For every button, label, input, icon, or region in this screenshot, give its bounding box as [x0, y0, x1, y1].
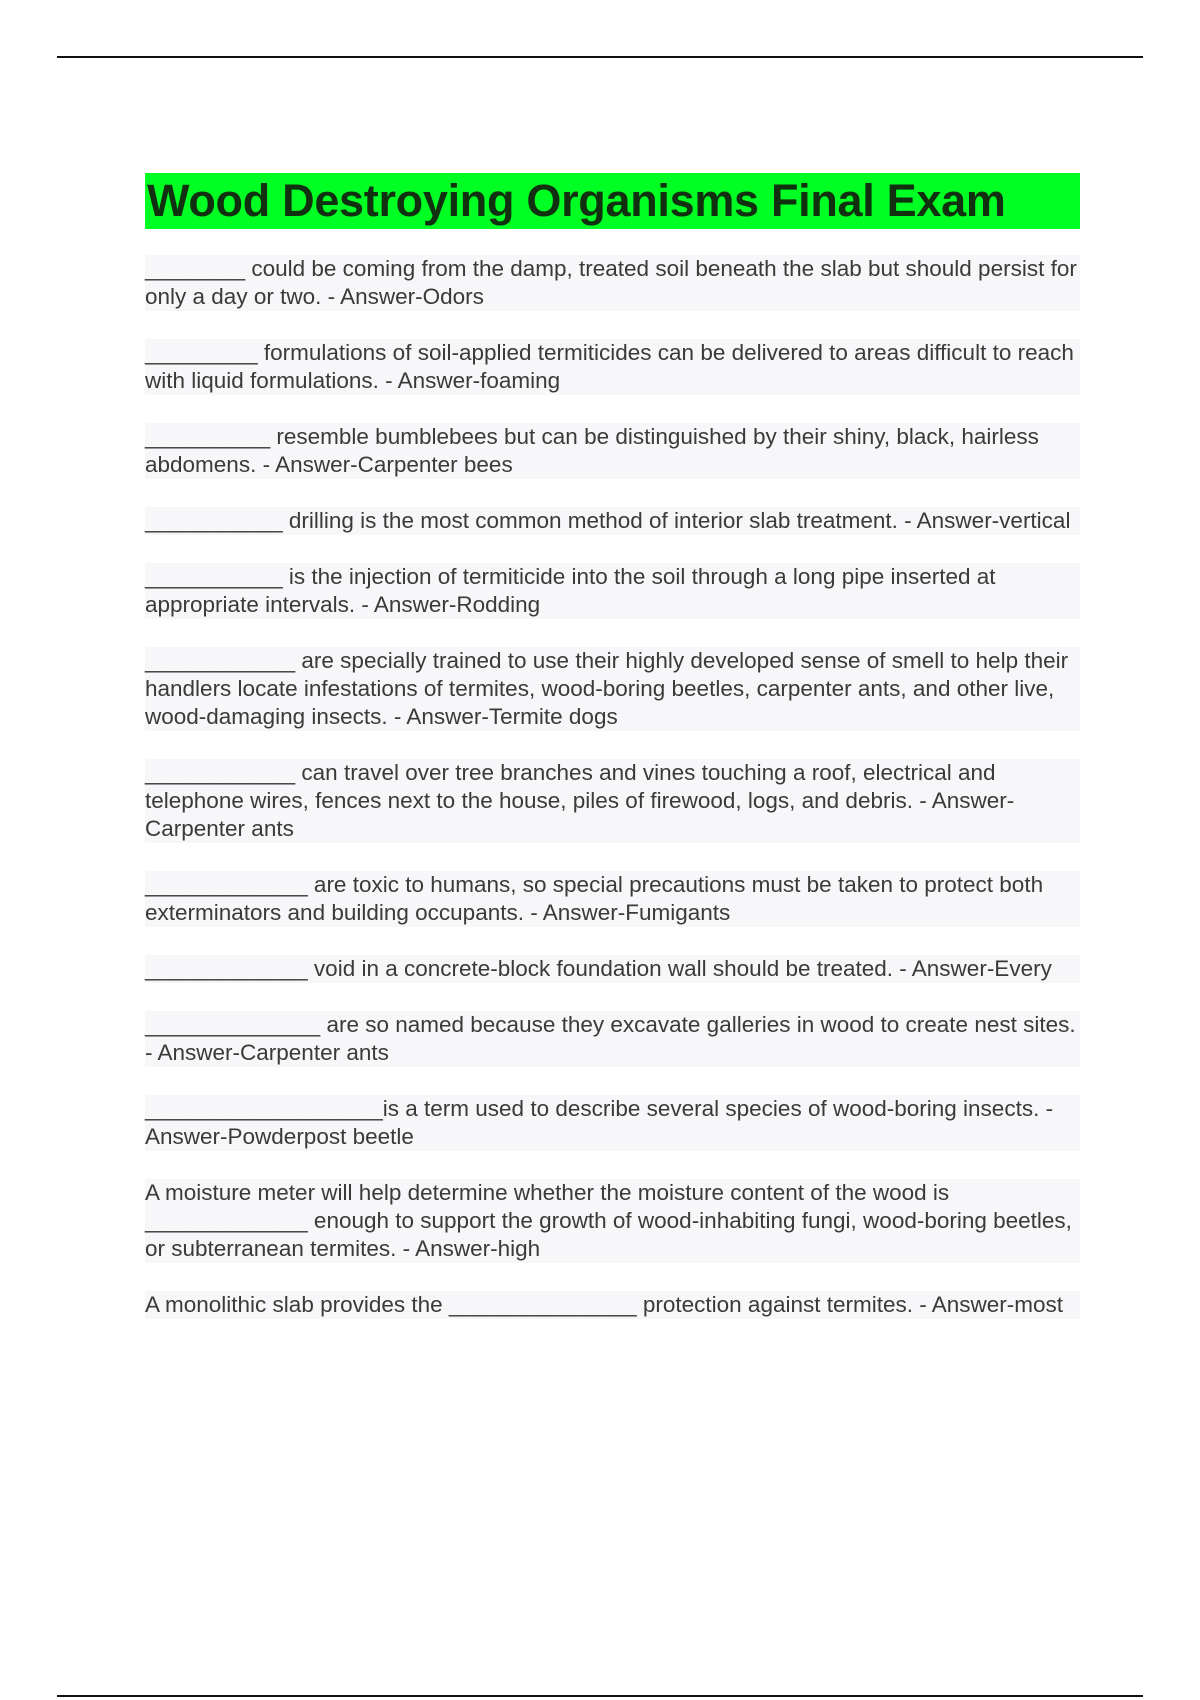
title-highlight [145, 173, 1080, 229]
question-item: _____________ are toxic to humans, so special precautions must be taken to protect both exterminators and building occupants. - Answer-Fumigants [145, 871, 1080, 927]
question-item: ___________ drilling is the most common method of interior slab treatment. - Answer-vertical [145, 507, 1080, 535]
question-item: A monolithic slab provides the _______________ protection against termites. - Answer-most [145, 1291, 1080, 1319]
bottom-rule [57, 1695, 1143, 1697]
question-item: A moisture meter will help determine whether the moisture content of the wood is _____________ enough to support the growth of wood-inhabiting fungi, wood-boring beetles, or subterranean termites. - Answer-high [145, 1179, 1080, 1263]
question-item: ___________________is a term used to describe several species of wood-boring insects. - Answer-Powderpost beetle [145, 1095, 1080, 1151]
question-item: ______________ are so named because they excavate galleries in wood to create nest sites. - Answer-Carpenter ants [145, 1011, 1080, 1067]
question-item: ___________ is the injection of termiticide into the soil through a long pipe inserted at appropriate intervals. - Answer-Rodding [145, 563, 1080, 619]
question-list [145, 255, 1080, 1319]
question-item: _____________ void in a concrete-block foundation wall should be treated. - Answer-Every [145, 955, 1080, 983]
question-item: _________ formulations of soil-applied termiticides can be delivered to areas difficult to reach with liquid formulations. - Answer-foaming [145, 339, 1080, 395]
document-title: Wood Destroying Organisms Final Exam [147, 175, 1006, 226]
question-item: ____________ are specially trained to use their highly developed sense of smell to help their handlers locate infestations of termites, wood-boring beetles, carpenter ants, and other live, wood-damaging insects. - Answer-Termite dogs [145, 647, 1080, 731]
document-body [145, 173, 1080, 1347]
question-item: ________ could be coming from the damp, treated soil beneath the slab but should persist for only a day or two. - Answer-Odors [145, 255, 1080, 311]
top-rule [57, 56, 1143, 58]
question-item: __________ resemble bumblebees but can be distinguished by their shiny, black, hairless abdomens. - Answer-Carpenter bees [145, 423, 1080, 479]
question-item: ____________ can travel over tree branches and vines touching a roof, electrical and telephone wires, fences next to the house, piles of firewood, logs, and debris. - Answer-Carpenter ants [145, 759, 1080, 843]
